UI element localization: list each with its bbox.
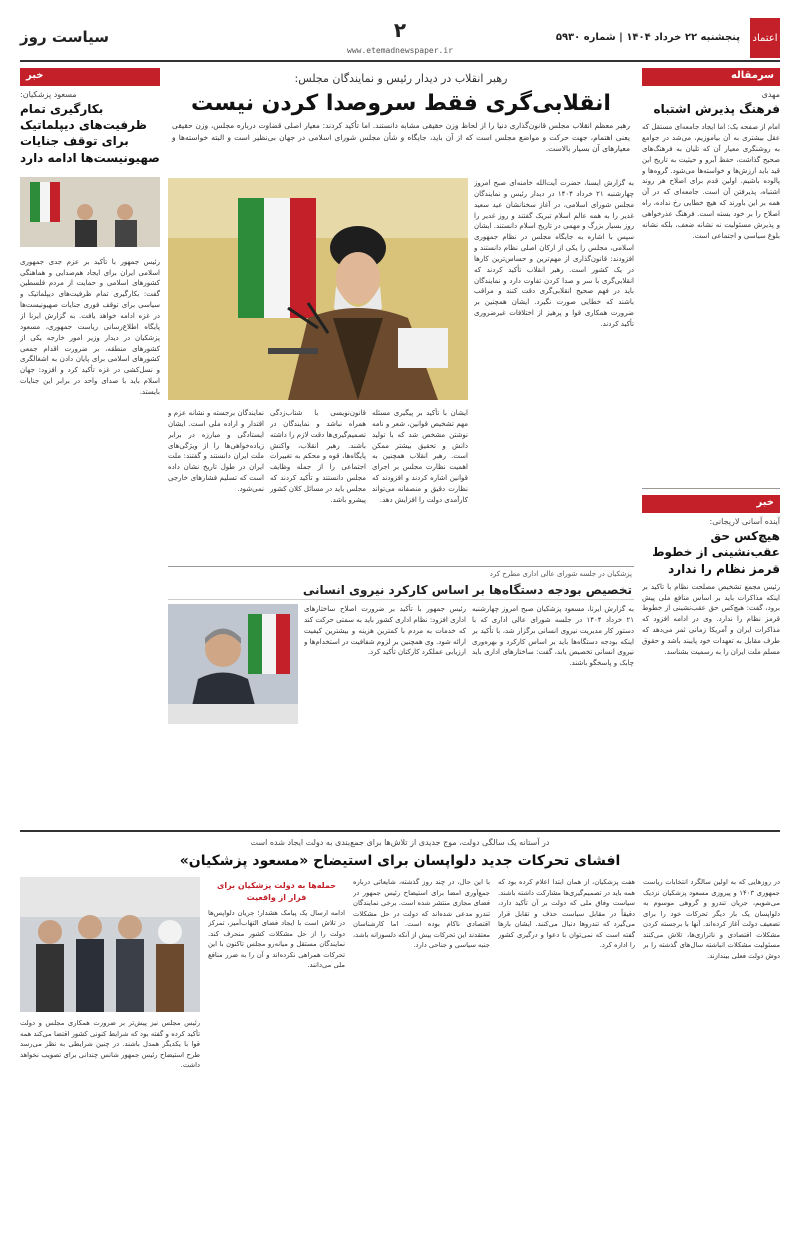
page-number: ۲ [393, 18, 407, 42]
main-surtitle: رهبر انقلاب در دیدار رئیس و نمایندگان مجلس: [294, 72, 508, 85]
main-body-col-b: قانون‌نویسی با شتاب‌زدگی همراه نباشد و نمایندگان در تصمیم‌گیری‌ها دقت لازم را داشته باشند. رهبر انقلاب، واکنش پایگاه‌ها، قوه و محکم به تغییرات اجتماعی را از جمله وظایف مجلس دانستند و تأکید کردند که مجلس باید در مسائل کلان کشور پیشرو باشد. [270, 409, 366, 504]
bottom-col-3: با این حال، در چند روز گذشته، شایعاتی درباره جمع‌آوری امضا برای استیضاح رئیس جمهور در فضای مجازی منتشر شده است. برخی نمایندگان تندرو مدعی شده‌اند که دولت در حل مشکلات اقتصادی ناکام بوده است. اما کارشناسان معتقدند این تحرکات بیش از آنکه دلسوزانه باشد، جنبه سیاسی و جناحی دارد. [353, 878, 490, 950]
budget-surtitle: پزشکیان در جلسه شورای عالی اداری مطرح کرد [489, 570, 632, 578]
meeting-photo[interactable] [20, 177, 160, 247]
news-body: رئیس مجمع تشخیص مصلحت نظام با تاکید بر اینکه مذاکرات باید بر اساس منافع ملی پیش برود، گفت: هیچ‌کس حق عقب‌نشینی از خطوط قرمز نظام را ندارد. وی در ادامه افزود که مذاکرات ایران و آمریکا زمانی ثمر می‌دهد که طرف مقابل به تعهدات خود پایبند باشد و حقوق مسلم ملت ایران را به رسمیت بشناسد. [642, 582, 780, 656]
budget-body-b: رئیس جمهور با تأکید بر ضرورت اصلاح ساختارهای اداری افزود: نظام اداری کشور باید به سمتی حرکت کند که خدمات به مردم با کمترین هزینه و بیشترین کیفیت ارائه شود. وی همچنین بر لزوم شفافیت در استخدام‌ها و ارزیابی عملکرد کارکنان تأکید کرد. [304, 605, 466, 657]
news-left-title[interactable]: بکارگیری تمام ظرفیت‌های دیپلماتیک برای توقف جنایات صهیونیست‌ها ادامه دارد [20, 102, 160, 165]
editorial-label: سرمقاله [642, 68, 780, 86]
bottom-col-2: هفت پزشکیان، از همان ابتدا اعلام کرده بود که همه باید در تصمیم‌گیری‌ها مشارکت داشته باشند. سیاست وفاق ملی که دولت بر آن تأکید دارد، دقیقاً در مقابل سیاست حذف و تقابل قرار می‌گیرد که تندروها دنبال می‌کنند. ایشان بارها گفته است که نمی‌توان با دعوا و درگیری کشور را اداره کرد. [498, 878, 635, 950]
main-lead: رهبر معظم انقلاب مجلس قانون‌گذاری دنیا را از لحاظ وزن حقیقی مشابه دانستند. اما تأکید کردند: معیار اصلی قضاوت درباره مجلس، وزن حقیقی یعنی اهتمام، جهت حرکت و مواضع مجلس است که از آن باید، جایگاه و شأن مجلس شورای اسلامی در جهان بی‌نظیر است و البته خواسته‌ها و معیارهای آن بسیار بالاست. [172, 121, 630, 154]
news-label-left: خبر [20, 68, 160, 86]
newspaper-logo[interactable]: اعتماد [750, 18, 780, 58]
news-left-byline: مسعود پزشکیان: [20, 90, 77, 99]
news-title[interactable]: هیچ‌کس حق عقب‌نشینی از خطوط قرمز نظام را ندارد [652, 529, 780, 576]
main-body-col-c: نمایندگان برجسته و نشانه عزم و اقتدار و اراده ملی است. ایشان ایستادگی و مبارزه در برابر زیاده‌خواهی‌ها را از ویژگی‌های ملت ایران دانستند و گفتند: ملت ایران در طول تاریخ نشان داده است که تسلیم فشارهای خارجی نمی‌شود. [168, 409, 264, 493]
budget-title[interactable]: تخصیص بودجه دستگاه‌ها بر اساس کارکرد نیروی انسانی [168, 581, 634, 600]
main-body-right: به گزارش ایسنا، حضرت آیت‌الله خامنه‌ای صبح امروز چهارشنبه ۲۱ خرداد ۱۴۰۴ در دیدار رئیس و نمایندگان مجلس شورای اسلامی، در آغاز سخنانشان عید سعید غدیر را به همه عالم اسلام تبریک گفتند و روز غدیر را روز بسیار بزرگ و مهمی در تاریخ اسلام دانستند. ایشان سپس با اشاره به جایگاه مجلس در نظام جمهوری اسلامی، مجلس را یکی از ارکان اصلی نظام دانستند و افزودند: قانون‌گذاری از مهم‌ترین و حساس‌ترین کارها در یک کشور است. رهبر انقلاب تأکید کردند که انقلابی‌گری با سر و صدا کردن تفاوت دارد و نمایندگان باید در فهم صحیح انقلابی‌گری دقت کنند و مراقب باشند که خطایی صورت نگیرد. ایشان همچنین بر ضرورت همکاری قوا و پرهیز از اختلافات غیرضروری تأکید کردند. [474, 179, 634, 328]
bottom-col-4 [208, 877, 345, 1187]
budget-body-a: به گزارش ایرنا، مسعود پزشکیان صبح امروز چهارشنبه ۲۱ خرداد ۱۴۰۴ در جلسه شورای عالی اداری که با دستور کار مدیریت نیروی انسانی برگزار شد، با تأکید بر اینکه بودجه دستگاه‌ها باید بر اساس کارکرد و بهره‌وری نیروی انسانی تخصیص یابد، گفت: ساختارهای اداری باید چابک و پاسخگو باشند. [472, 605, 634, 668]
main-body-col-a: ایشان با تأکید بر پیگیری مسئله مهم تشخیص قوانین، شعر و نامه نوشتن مشخص شد که با تولید دانش و تحقیق بیشتر ممکن است. رهبر انقلاب همچنین به اهمیت نظارت مجلس بر اجرای قوانین اشاره کردند و افزودند که نظارت دقیق و منصفانه می‌تواند کارآمدی دولت را افزایش دهد. [372, 409, 468, 504]
main-story [168, 68, 634, 818]
news-left-body: رئیس جمهور با تأکید بر عزم جدی جمهوری اسلامی ایران برای ایجاد هم‌صدایی و هماهنگی کشورهای اسلامی و حمایت از مردم فلسطین گفت: بکارگیری تمام ظرفیت‌های دیپلماتیک و سیاسی برای توقف فوری جنایات صهیونیست‌ها در غزه ادامه خواهد یافت. به گزارش ایرنا از پایگاه اطلاع‌رسانی ریاست جمهوری، مسعود پزشکیان در دیدار وزیر امور خارجه یکی از کشورهای منطقه، بر ضرورت اقدام جمعی کشورهای اسلامی برای پایان دادن به اشغالگری و نسل‌کشی در غزه تأکید کرد و افزود: جهان اسلام باید با صدای واحد در برابر این جنایات بایستد. [20, 257, 160, 396]
budget-story [168, 566, 634, 818]
bottom-col-1: در روزهایی که به اولین سالگرد انتخابات ریاست جمهوری ۱۴۰۳ و پیروزی مسعود پزشکیان نزدیک می‌شویم، جریان تندرو و گروهی موسوم به دلواپسان یک بار دیگر تحرکات خود را برای تضعیف دولت آغاز کرده‌اند. آنها با برجسته کردن مشکلات اقتصادی و ناترازی‌ها، تلاش می‌کنند مسئولیت مشکلات انباشته سال‌های گذشته را بر دوش دولت فعلی بیندازند. [643, 878, 780, 960]
news-label: خبر [642, 495, 780, 513]
bottom-grid [20, 877, 780, 1187]
bottom-col-4-text: ادامه ارسال یک پیامک هشدار؛ جریان دلواپس‌ها در تلاش است با ایجاد فضای التهاب‌آمیز، تمرکز دولت را از حل مشکلات کشور منحرف کند. نمایندگان مستقل و میانه‌رو مجلس تاکنون با این تحرکات همراهی نکرده‌اند و آن را به ضرر منافع ملی می‌دانند. [208, 908, 345, 970]
issue-date: پنجشنبه ۲۲ خرداد ۱۴۰۴ | شماره ۵۹۳۰ [555, 32, 740, 43]
bottom-subheading: حمله‌ها به دولت پزشکیان برای فرار از واقعیت [217, 881, 336, 903]
page-header [20, 18, 780, 62]
editorial-body: امام از صفحه یک: اما ایجاد جامعه‌ای مستقل که عقل بیشتری به آن بیاموزیم، می‌شد در جوامع به روشنگری معیار آن که تلیان به فرهنگ‌های صحیح گذاشت، حفظ آبرو و حیثیت به تاریخ این قید باید ارزش‌ها و خواسته‌ها می‌شود. گروه‌ها و پالوده باشیم. اولین قدم برای اصلاح هر روند اشتباه، پذیرفتن آن است. جامعه‌ای که در آن همه بر این باورند که هیچ خطایی رخ نداده، راه اصلاح را بر خود بسته است. فرهنگ عذرخواهی و پذیرش مسئولیت نه نشانه ضعف، بلکه نشانه بلوغ سیاسی و اجتماعی است. [642, 123, 780, 240]
editorial-column [642, 68, 780, 818]
cabinet-photo[interactable] [20, 877, 200, 1012]
leader-photo-image [168, 178, 468, 400]
bottom-story [20, 830, 780, 1222]
news-column [20, 68, 160, 818]
bottom-title[interactable]: افشای تحرکات جدید دلواپسان برای استیضاح «مسعود پزشکیان» [179, 853, 621, 869]
section-title: سیاست روز [20, 28, 109, 46]
bottom-col-5: رئیس مجلس نیز پیش‌تر بر ضرورت همکاری مجلس و دولت تأکید کرده و گفته بود که شرایط کنونی کشور اقتضا می‌کند همه قوا با یکدیگر همدل باشند. در چنین شرایطی به نظر می‌رسد طرح استیضاح رئیس جمهور شانس چندانی برای تصویب نخواهد داشت. [20, 1019, 200, 1070]
bottom-surtitle: در آستانه یک سالگی دولت، موج جدیدی از تلاش‌ها برای جمع‌بندی به دولت ایجاد شده است [250, 838, 550, 847]
website-url[interactable]: www.etemadnewspaper.ir [347, 46, 453, 55]
leader-photo[interactable] [168, 178, 468, 400]
editorial-byline: مهدی [761, 90, 780, 99]
divider [642, 488, 780, 489]
bottom-photo-column [20, 877, 200, 1187]
budget-body [168, 600, 634, 810]
news-surtitle: آینده آسانی لاریجانی: [709, 517, 780, 527]
editorial-title[interactable]: فرهنگ پذیرش اشتباه [653, 102, 780, 116]
main-body-columns [168, 408, 468, 558]
president-photo[interactable] [168, 604, 298, 724]
main-headline[interactable]: انقلابی‌گری فقط سروصدا کردن نیست [191, 91, 611, 116]
